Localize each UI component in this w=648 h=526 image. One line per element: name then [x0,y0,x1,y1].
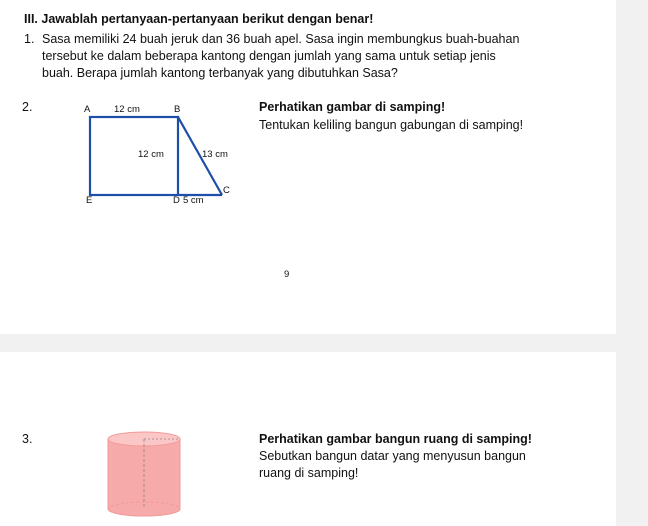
question-3-number: 3. [22,432,33,446]
side-bd-label: 12 cm [138,149,164,160]
rectangle-abde [90,117,178,195]
vertex-c-label: C [223,185,230,196]
question-3-instruction-line-2: ruang di samping! [259,466,359,480]
vertex-b-label: B [174,104,181,115]
question-2-instruction: Tentukan keliling bangun gabungan di samping! [259,118,524,132]
question-2-number: 2. [22,100,33,114]
question-1-line-1: Sasa memiliki 24 buah jeruk dan 36 buah apel. Sasa ingin membungkus buah-buahan [42,32,520,46]
question-2-title: Perhatikan gambar di samping! [259,100,446,114]
vertex-a-label: A [84,104,91,115]
question-1-line-3: buah. Berapa jumlah kantong terbanyak yang dibutuhkan Sasa? [42,66,398,80]
question-1-number: 1. [24,32,35,46]
question-1-line-2: tersebut ke dalam beberapa kantong dengan jumlah yang sama untuk setiap jenis [42,49,496,63]
side-ab-label: 12 cm [114,104,140,115]
page-number: 9 [284,269,290,280]
document-page-bottom [0,352,616,526]
side-dc-label: 5 cm [183,195,204,206]
vertex-d-label: D [173,195,180,206]
question-3-instruction-line-1: Sebutkan bangun datar yang menyusun bangun [259,449,526,463]
section-heading: III. Jawablah pertanyaan-pertanyaan berikut dengan benar! [24,12,374,26]
question-3-title: Perhatikan gambar bangun ruang di samping! [259,432,532,446]
side-bc-label: 13 cm [202,149,228,160]
vertex-e-label: E [86,195,93,206]
